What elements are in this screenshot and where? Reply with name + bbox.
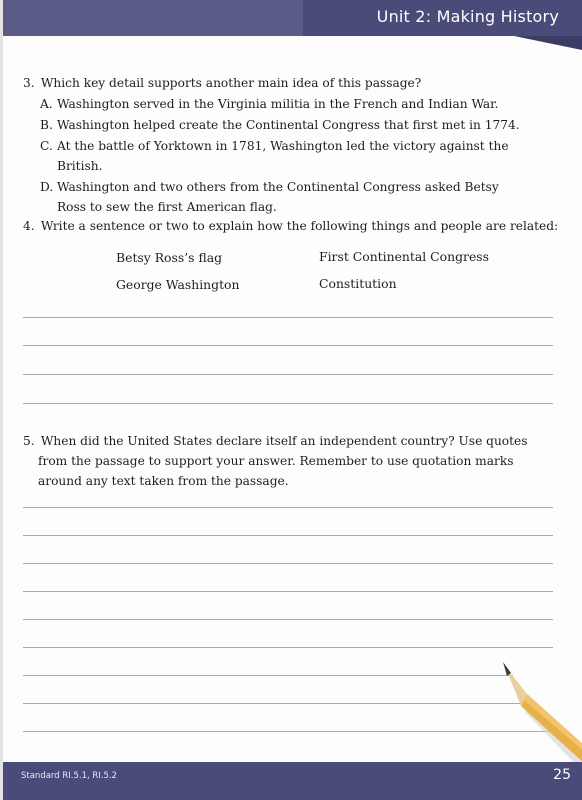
answer-line[interactable] [23, 403, 553, 404]
answer-line[interactable] [23, 317, 553, 318]
answer-option-b[interactable] [40, 115, 527, 135]
question-5 [23, 431, 548, 491]
option-text: Washington and two others from the Continental Congress asked Betsy Ross to sew the first American flag. [57, 180, 499, 214]
option-text: Washington served in the Virginia militia in the French and Indian War. [57, 97, 499, 111]
question-3 [23, 73, 421, 93]
answer-line[interactable] [23, 703, 533, 704]
answer-line[interactable] [23, 563, 553, 564]
option-letter: B. [40, 118, 53, 132]
answer-line[interactable] [23, 507, 553, 508]
question-number: 5. [23, 434, 35, 448]
term-george-washington: George Washington [116, 277, 240, 292]
pencil-illustration [491, 648, 582, 768]
option-letter: C. [40, 139, 53, 153]
standards-label: Standard RI.5.1, RI.5.2 [21, 771, 118, 781]
header-band [3, 0, 582, 36]
answer-option-a[interactable] [40, 94, 527, 114]
answer-line[interactable] [23, 675, 513, 676]
term-constitution: Constitution [319, 276, 397, 291]
question-number: 3. [23, 76, 35, 90]
answer-option-d[interactable] [40, 177, 527, 217]
answer-line[interactable] [23, 345, 553, 346]
term-first-continental-congress: First Continental Congress [319, 249, 490, 264]
page-number: 25 [553, 767, 571, 783]
header-band-shade [3, 0, 303, 36]
answer-line[interactable] [23, 535, 553, 536]
answer-line[interactable] [23, 591, 553, 592]
option-text: Washington helped create the Continental Congress that first met in 1774. [57, 118, 520, 132]
question-3-options [40, 94, 527, 217]
option-letter: D. [40, 180, 54, 194]
header-tab-fold [514, 36, 582, 50]
question-number: 4. [23, 219, 35, 233]
answer-line[interactable] [23, 731, 558, 732]
answer-line[interactable] [23, 374, 553, 375]
answer-line[interactable] [23, 647, 553, 648]
answer-line[interactable] [23, 619, 553, 620]
option-text: At the battle of Yorktown in 1781, Washington led the victory against the British. [57, 139, 509, 173]
question-prompt: Which key detail supports another main idea of this passage? [40, 76, 422, 90]
question-prompt: When did the United States declare itself an independent country? Use quotes from the passage to support your answer. Remember to use quotation marks around any text taken from the passage. [38, 434, 528, 488]
option-letter: A. [40, 97, 53, 111]
footer-band [3, 762, 582, 800]
unit-title: Unit 2: Making History [376, 7, 559, 26]
question-prompt: Write a sentence or two to explain how the following things and people are related: [40, 219, 559, 233]
answer-option-c[interactable] [40, 136, 527, 176]
question-4 [23, 216, 558, 236]
term-betsy-ross-flag: Betsy Ross’s flag [116, 250, 223, 265]
